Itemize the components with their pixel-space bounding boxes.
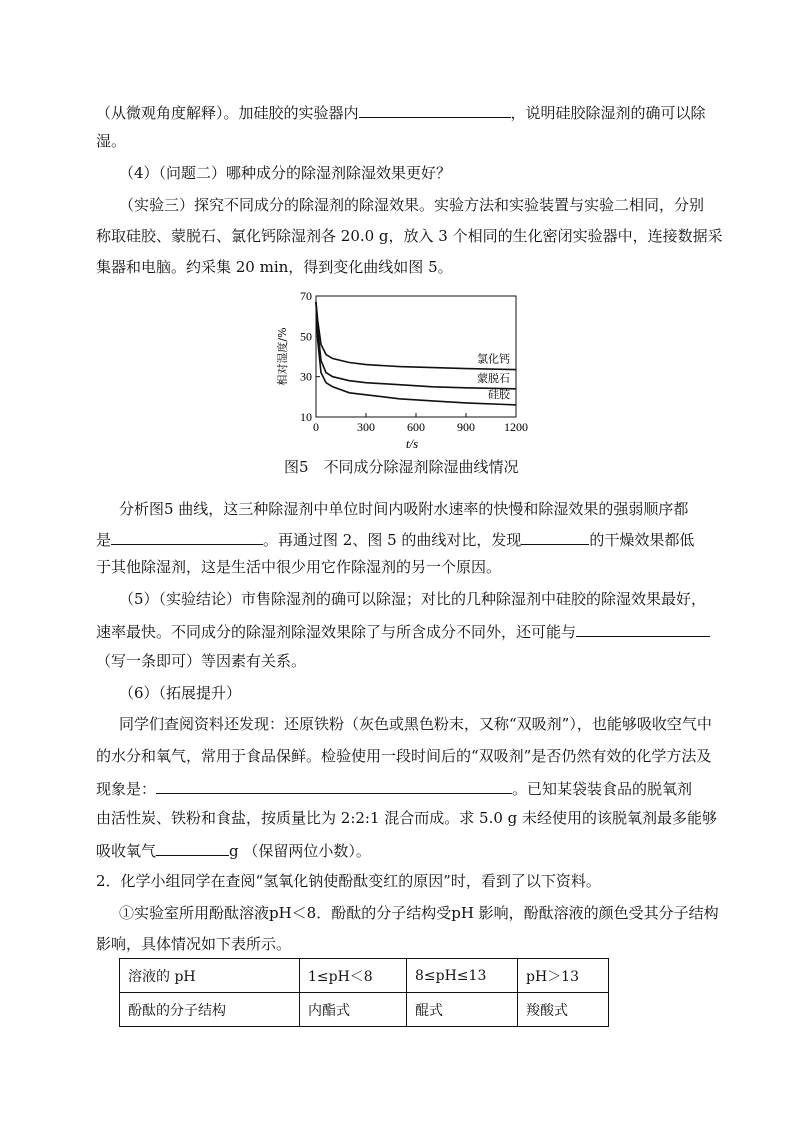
- text-segment: 湿。: [96, 132, 127, 150]
- text-segment: 称取硅胶、蒙脱石、氯化钙除湿剂各 20.0 g，放入 3 个相同的生化密闭实验器中，连接数据采: [96, 227, 723, 245]
- x-tick-label: 1200: [504, 420, 528, 434]
- text-line: [119, 589, 706, 609]
- series-label: 硅胶: [488, 387, 510, 401]
- text-line: [96, 528, 694, 550]
- text-segment: 2．化学小组同学在查阅“氢氧化钠使酚酞变红的原因”时，看到了以下资料。: [96, 872, 601, 890]
- text-line: [96, 257, 453, 277]
- table-cell: 溶液的 pH: [120, 959, 300, 993]
- text-line: [96, 934, 291, 954]
- answer-blank[interactable]: [576, 620, 710, 637]
- table-cell: pH＞13: [518, 959, 609, 993]
- y-axis-label: 相对湿度/%: [276, 327, 289, 386]
- text-segment: 于其他除湿剂，这是生活中很少用它作除湿剂的另一个原因。: [96, 558, 502, 576]
- text-segment: （从微观角度解释）。加硅胶的实验器内: [96, 104, 359, 122]
- y-tick-label: 10: [300, 410, 312, 424]
- phenolphthalein-table: [119, 958, 609, 1027]
- table-row: [120, 959, 609, 993]
- series-label: 氯化钙: [477, 352, 510, 366]
- text-segment: 分析图5 曲线，这三种除湿剂中单位时间内吸附水速率的快慢和除湿效果的强弱顺序都: [119, 500, 689, 518]
- text-line: [96, 746, 711, 766]
- text-segment: （写一条即可）等因素有关系。: [96, 652, 307, 670]
- text-line: [119, 714, 712, 734]
- text-segment: 的干燥效果都低: [589, 531, 695, 549]
- text-segment: （5）（实验结论）市售除湿剂的确可以除湿；对比的几种除湿剂中硅胶的除湿效果最好，: [119, 590, 707, 608]
- table-cell: 内酯式: [300, 993, 407, 1027]
- text-line: [119, 195, 704, 215]
- table-cell: 醌式: [407, 993, 518, 1027]
- answer-blank[interactable]: [111, 528, 263, 545]
- answer-blank[interactable]: [359, 101, 511, 118]
- text-line: [96, 620, 710, 642]
- table-cell: 酚酞的分子结构: [120, 993, 300, 1027]
- y-tick-label: 30: [300, 369, 312, 384]
- x-tick-label: 900: [457, 420, 475, 434]
- table-cell: 1≤pH＜8: [300, 959, 407, 993]
- figure-caption: 图5 不同成分除湿剂除湿曲线情况: [284, 458, 519, 476]
- y-tick-label: 50: [300, 329, 312, 344]
- humidity-chart: [268, 286, 558, 454]
- answer-blank[interactable]: [156, 777, 512, 794]
- text-line: [96, 777, 692, 799]
- text-segment: 的水分和氧气，常用于食品保鲜。检验使用一段时间后的“双吸剂”是否仍然有效的化学方法及: [96, 747, 712, 765]
- text-line: [96, 871, 601, 891]
- text-segment: 现象是：: [96, 780, 157, 798]
- text-line: [96, 226, 723, 246]
- series-label: 蒙脱石: [477, 371, 510, 385]
- text-line: [96, 651, 306, 671]
- text-segment: 速率最快。不同成分的除湿剂除湿效果除了与所含成分不同外，还可能与: [96, 623, 577, 641]
- text-segment: 影响，具体情况如下表所示。: [96, 935, 292, 953]
- table-cell: 羧酸式: [518, 993, 609, 1027]
- text-segment: g （保留两位小数）。: [229, 842, 371, 860]
- text-line: [119, 163, 451, 183]
- x-axis-label: t/s: [405, 436, 419, 451]
- text-segment: 集器和电脑。约采集 20 min，得到变化曲线如图 5。: [96, 258, 453, 276]
- y-tick-label: 70: [300, 289, 312, 303]
- text-segment: 。已知某袋装食品的脱氧剂: [512, 780, 693, 798]
- answer-blank[interactable]: [521, 528, 589, 545]
- text-segment: 由活性炭、铁粉和食盐，按质量比为 2:2:1 混合而成。求 5.0 g 未经使用的该脱氧剂最多能够: [96, 809, 718, 827]
- text-line: [119, 903, 719, 923]
- x-tick-label: 0: [313, 420, 319, 434]
- text-line: [96, 808, 717, 828]
- text-line: [96, 557, 501, 577]
- text-segment: （实验三）探究不同成分的除湿剂的除湿效果。实验方法和实验装置与实验二相同，分别: [119, 196, 705, 214]
- text-line: [96, 839, 371, 861]
- x-tick-label: 600: [407, 420, 425, 434]
- text-segment: ，说明硅胶除湿剂的确可以除: [510, 104, 706, 122]
- text-line: [96, 101, 706, 123]
- text-segment: 。再通过图 2、图 5 的曲线对比，发现: [263, 531, 522, 549]
- text-line: [96, 131, 126, 151]
- text-line: [119, 683, 241, 703]
- table-cell: 8≤pH≤13: [407, 959, 518, 993]
- text-segment: （6）（拓展提升）: [119, 684, 242, 702]
- text-segment: 同学们查阅资料还发现：还原铁粉（灰色或黑色粉末，又称“双吸剂”），也能够吸收空气中: [119, 715, 712, 733]
- answer-blank[interactable]: [156, 839, 229, 856]
- text-line: [119, 499, 688, 519]
- text-segment: （4）（问题二）哪种成分的除湿剂除湿效果更好？: [119, 164, 452, 182]
- text-segment: 是: [96, 531, 112, 549]
- x-tick-label: 300: [357, 420, 375, 434]
- text-segment: ①实验室所用酚酞溶液pH＜8．酚酞的分子结构受pH 影响，酚酞溶液的颜色受其分子结构: [119, 904, 719, 922]
- text-segment: 吸收氧气: [96, 842, 157, 860]
- table-row: [120, 993, 609, 1027]
